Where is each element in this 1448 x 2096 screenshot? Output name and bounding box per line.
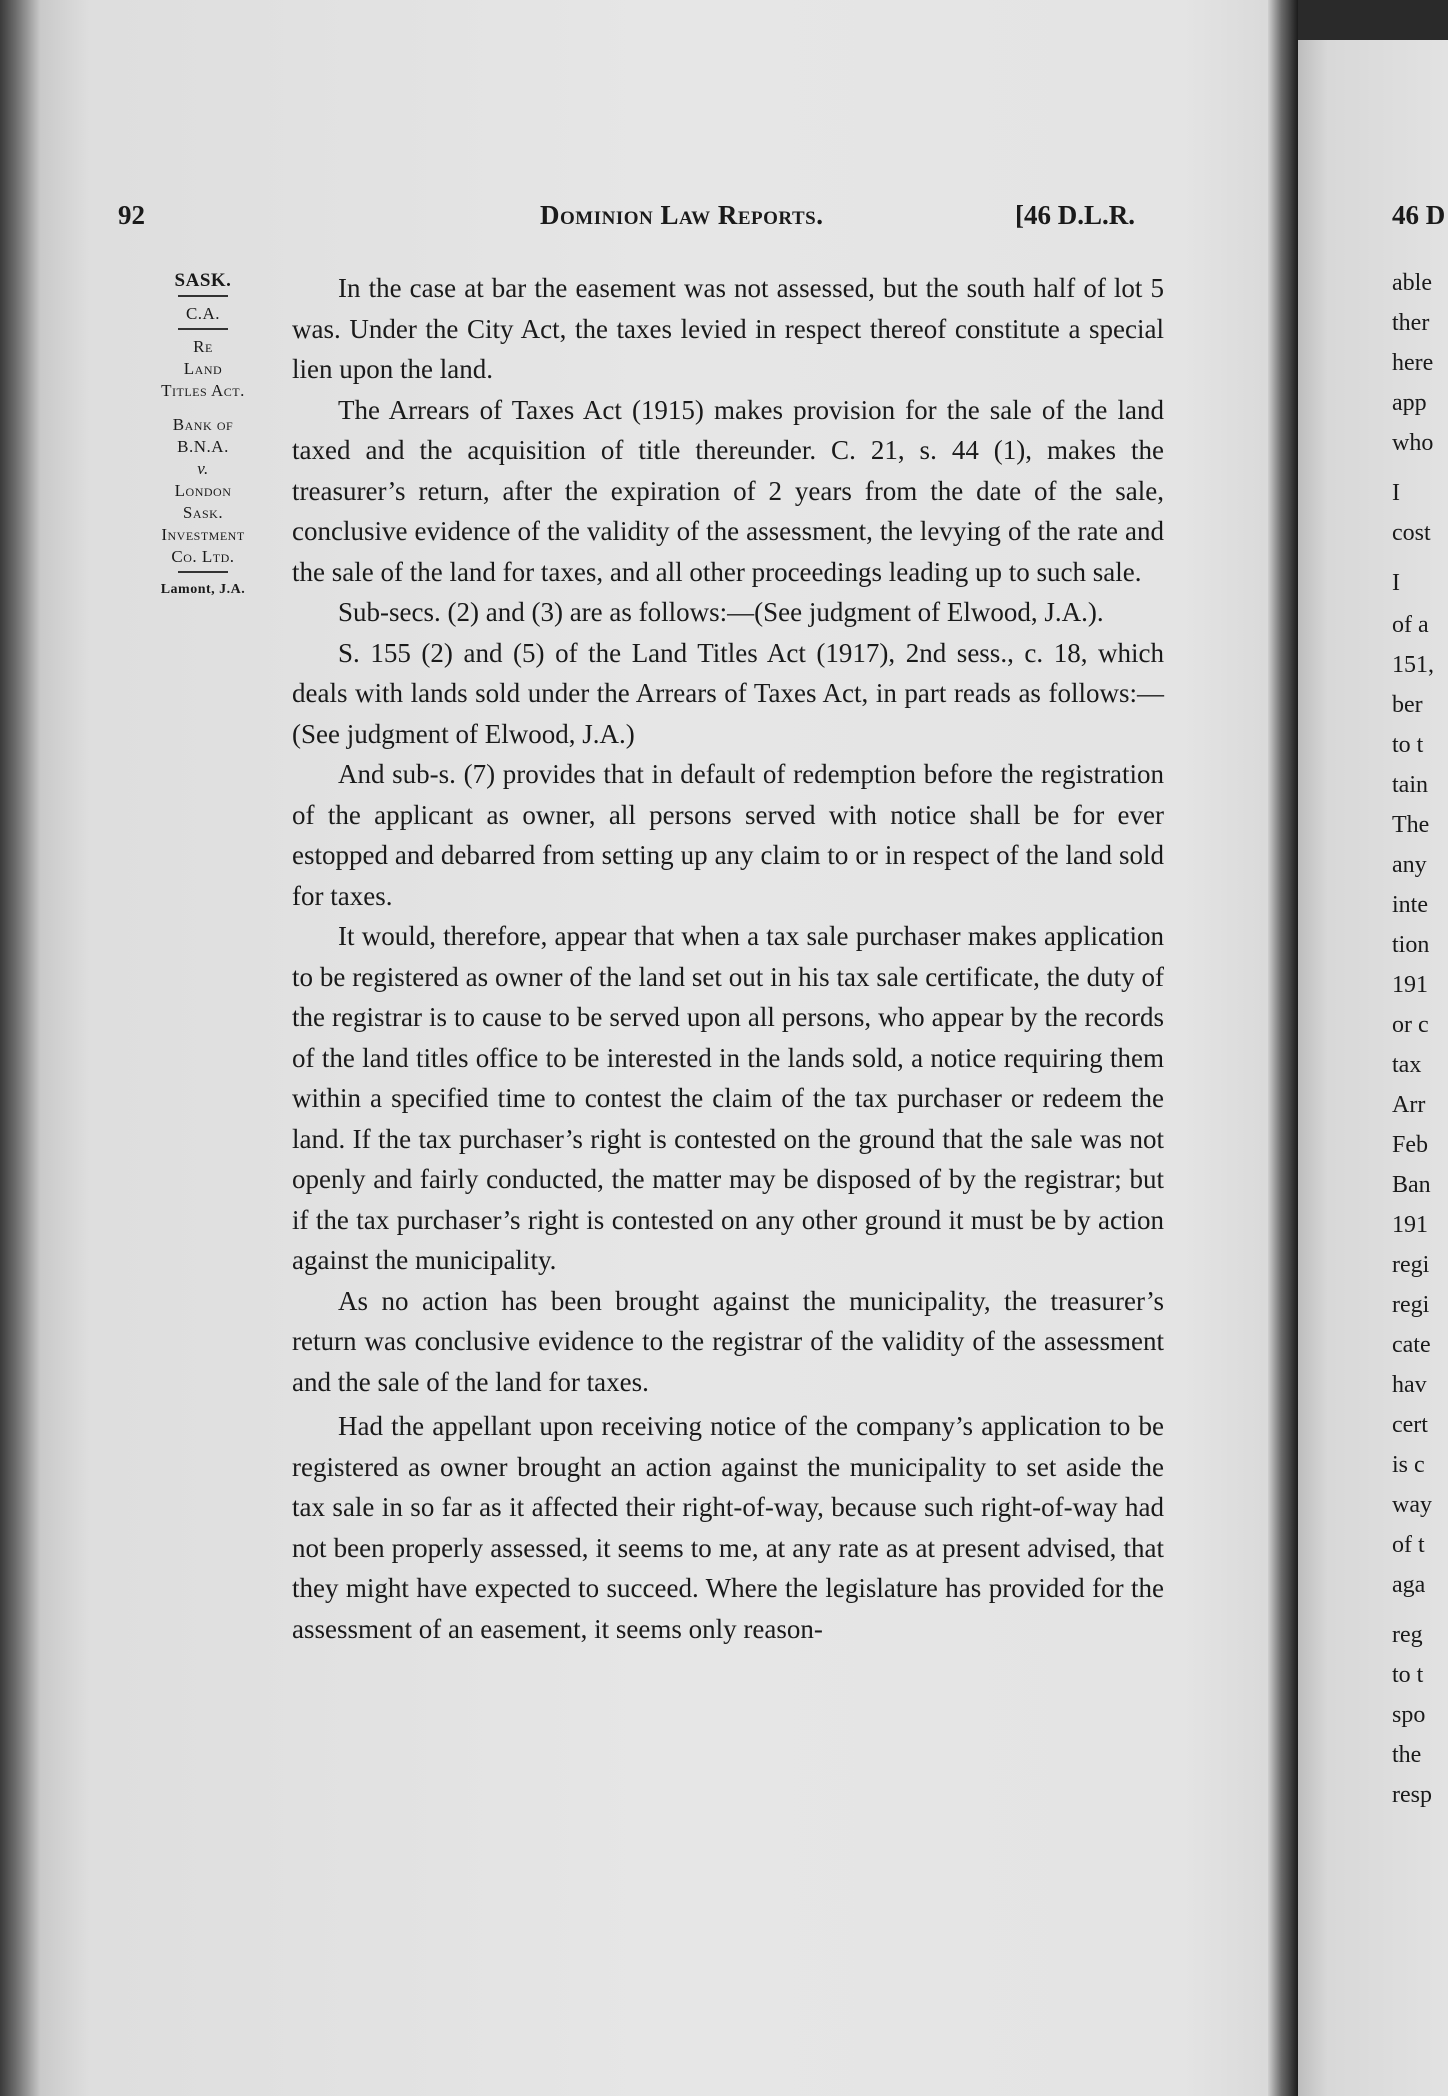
page-number: 92 xyxy=(118,200,145,230)
facing-page-line: here xyxy=(1392,350,1434,376)
facing-page-line: reg xyxy=(1392,1622,1423,1648)
facing-page-line: tax xyxy=(1392,1052,1422,1078)
sidebar-case-re: Re xyxy=(193,337,213,356)
sidebar-party-investment: Investment xyxy=(161,525,245,544)
page-gutter xyxy=(1268,0,1298,2096)
sidebar-rule xyxy=(178,571,228,573)
facing-page-line: way xyxy=(1392,1492,1432,1518)
sidebar-party-london: London xyxy=(174,481,232,500)
facing-page-line: to t xyxy=(1392,1662,1424,1688)
paragraph: As no action has been brought against the municipality, the treasurer’s return was conclusive evidence to the registrar of the validity of the assessment and the sale of the land for taxes. xyxy=(292,1285,1164,1397)
facing-page-line: spo xyxy=(1392,1702,1426,1728)
facing-page-line: of a xyxy=(1392,612,1429,638)
sidebar-case-titles: Titles Act. xyxy=(161,381,245,400)
paragraph: Had the appellant upon receiving notice of the company’s application to be registered as owner brought an action against the municipality to set aside the tax sale in so far as it affected their right-of-way, because such right-of-way had not been properly assessed, it seems to me, at any rate as at present advised, that they might have expected to succeed. Where the legislature has provided for the assessment of an easement, it seems only reason- xyxy=(292,1411,1164,1644)
facing-page-line: of t xyxy=(1392,1532,1425,1558)
facing-page-line: tion xyxy=(1392,932,1430,958)
facing-page-line: who xyxy=(1392,430,1434,456)
page-header xyxy=(0,200,1448,240)
paragraph: Sub-secs. (2) and (3) are as follows:—(See judgment of Elwood, J.A.). xyxy=(338,597,1104,627)
facing-page-line: cost xyxy=(1392,520,1431,546)
paragraph: S. 155 (2) and (5) of the Land Titles Act (1917), 2nd sess., c. 18, which deals with lands sold under the Arrears of Taxes Act, in part reads as follows:—(See judgment of Elwood, J.A.) xyxy=(292,637,1164,749)
facing-page-line: ber xyxy=(1392,692,1423,718)
facing-page-line: hav xyxy=(1392,1372,1427,1398)
facing-page-line: 191 xyxy=(1392,972,1428,998)
sidebar-party-sask: Sask. xyxy=(182,503,224,522)
facing-page-line: I xyxy=(1392,480,1400,506)
facing-page-line: 151, xyxy=(1392,652,1434,678)
book-spine xyxy=(0,0,40,2096)
volume-reference: [46 D.L.R. xyxy=(1015,200,1135,230)
facing-page-line: able xyxy=(1392,270,1432,296)
facing-page-line: Feb xyxy=(1392,1132,1428,1158)
facing-page-line: regi xyxy=(1392,1252,1430,1278)
facing-page-line: Arr xyxy=(1392,1092,1426,1118)
facing-page-fragments xyxy=(1392,200,1448,1900)
sidebar-judge: Lamont, J.A. xyxy=(160,582,246,597)
facing-page-line: any xyxy=(1392,852,1427,878)
facing-page-line: The xyxy=(1392,812,1430,838)
sidebar-rule xyxy=(178,295,228,297)
paragraph: And sub-s. (7) provides that in default of redemption before the registration of the applicant as owner, all persons served with notice shall be for ever estopped and debarred from setting up any claim to or in respect of the land sold for taxes. xyxy=(292,759,1164,911)
facing-page-line: cate xyxy=(1392,1332,1431,1358)
facing-page-line: ther xyxy=(1392,310,1430,336)
sidebar-province: SASK. xyxy=(174,270,232,291)
sidebar-party-bna: B.N.A. xyxy=(177,437,229,456)
sidebar-party-co: Co. Ltd. xyxy=(171,547,235,566)
judgment-text xyxy=(292,268,1164,1649)
facing-page-line: is c xyxy=(1392,1452,1425,1478)
facing-page-header: 46 D xyxy=(1392,200,1446,230)
case-sidebar xyxy=(128,270,278,601)
facing-page-line: app xyxy=(1392,390,1427,416)
sidebar-case-land: Land xyxy=(183,359,223,378)
paragraph: The Arrears of Taxes Act (1915) makes provision for the sale of the land taxed and the acquisition of title thereunder. C. 21, s. 44 (1), makes the treasurer’s return, after the expiration of 2 years from the date of the sale, conclusive evidence of the validity of the assessment, the levying of the rate and the sale of the land for taxes, and all other proceedings leading up to such sale. xyxy=(292,394,1164,587)
facing-page-line: aga xyxy=(1392,1572,1426,1598)
facing-page-line: Ban xyxy=(1392,1172,1431,1198)
facing-page-line: cert xyxy=(1392,1412,1428,1438)
facing-page-line: resp xyxy=(1392,1782,1432,1808)
facing-page-line: I xyxy=(1392,570,1400,596)
facing-page-line: regi xyxy=(1392,1292,1430,1318)
facing-page-line: or c xyxy=(1392,1012,1429,1038)
facing-page-line: the xyxy=(1392,1742,1422,1768)
facing-page-line: to t xyxy=(1392,732,1424,758)
sidebar-versus: v. xyxy=(197,459,209,478)
paragraph: In the case at bar the easement was not assessed, but the south half of lot 5 was. Under the City Act, the taxes levied in respect thereof constitute a special lien upon the land. xyxy=(292,273,1164,384)
paragraph: It would, therefore, appear that when a tax sale purchaser makes application to be registered as owner of the land set out in his tax sale certificate, the duty of the registrar is to cause to be served upon all persons, who appear by the records of the land titles office to be interested in the lands sold, a notice requiring them within a specified time to contest the claim of the tax purchaser or redeem the land. If the tax purchaser’s right is contested on the ground that the sale was not openly and fairly conducted, the matter may be disposed of by the registrar; but if the tax purchaser’s right is contested on any other ground it must be by action against the municipality. xyxy=(292,921,1164,1275)
sidebar-party-bank: Bank of xyxy=(172,415,234,434)
running-title: Dominion Law Reports. xyxy=(540,200,824,230)
sidebar-court: C.A. xyxy=(185,304,221,323)
facing-page-line: tain xyxy=(1392,772,1428,798)
sidebar-rule xyxy=(178,328,228,330)
facing-page-line: inte xyxy=(1392,892,1428,918)
facing-page-line: 191 xyxy=(1392,1212,1428,1238)
